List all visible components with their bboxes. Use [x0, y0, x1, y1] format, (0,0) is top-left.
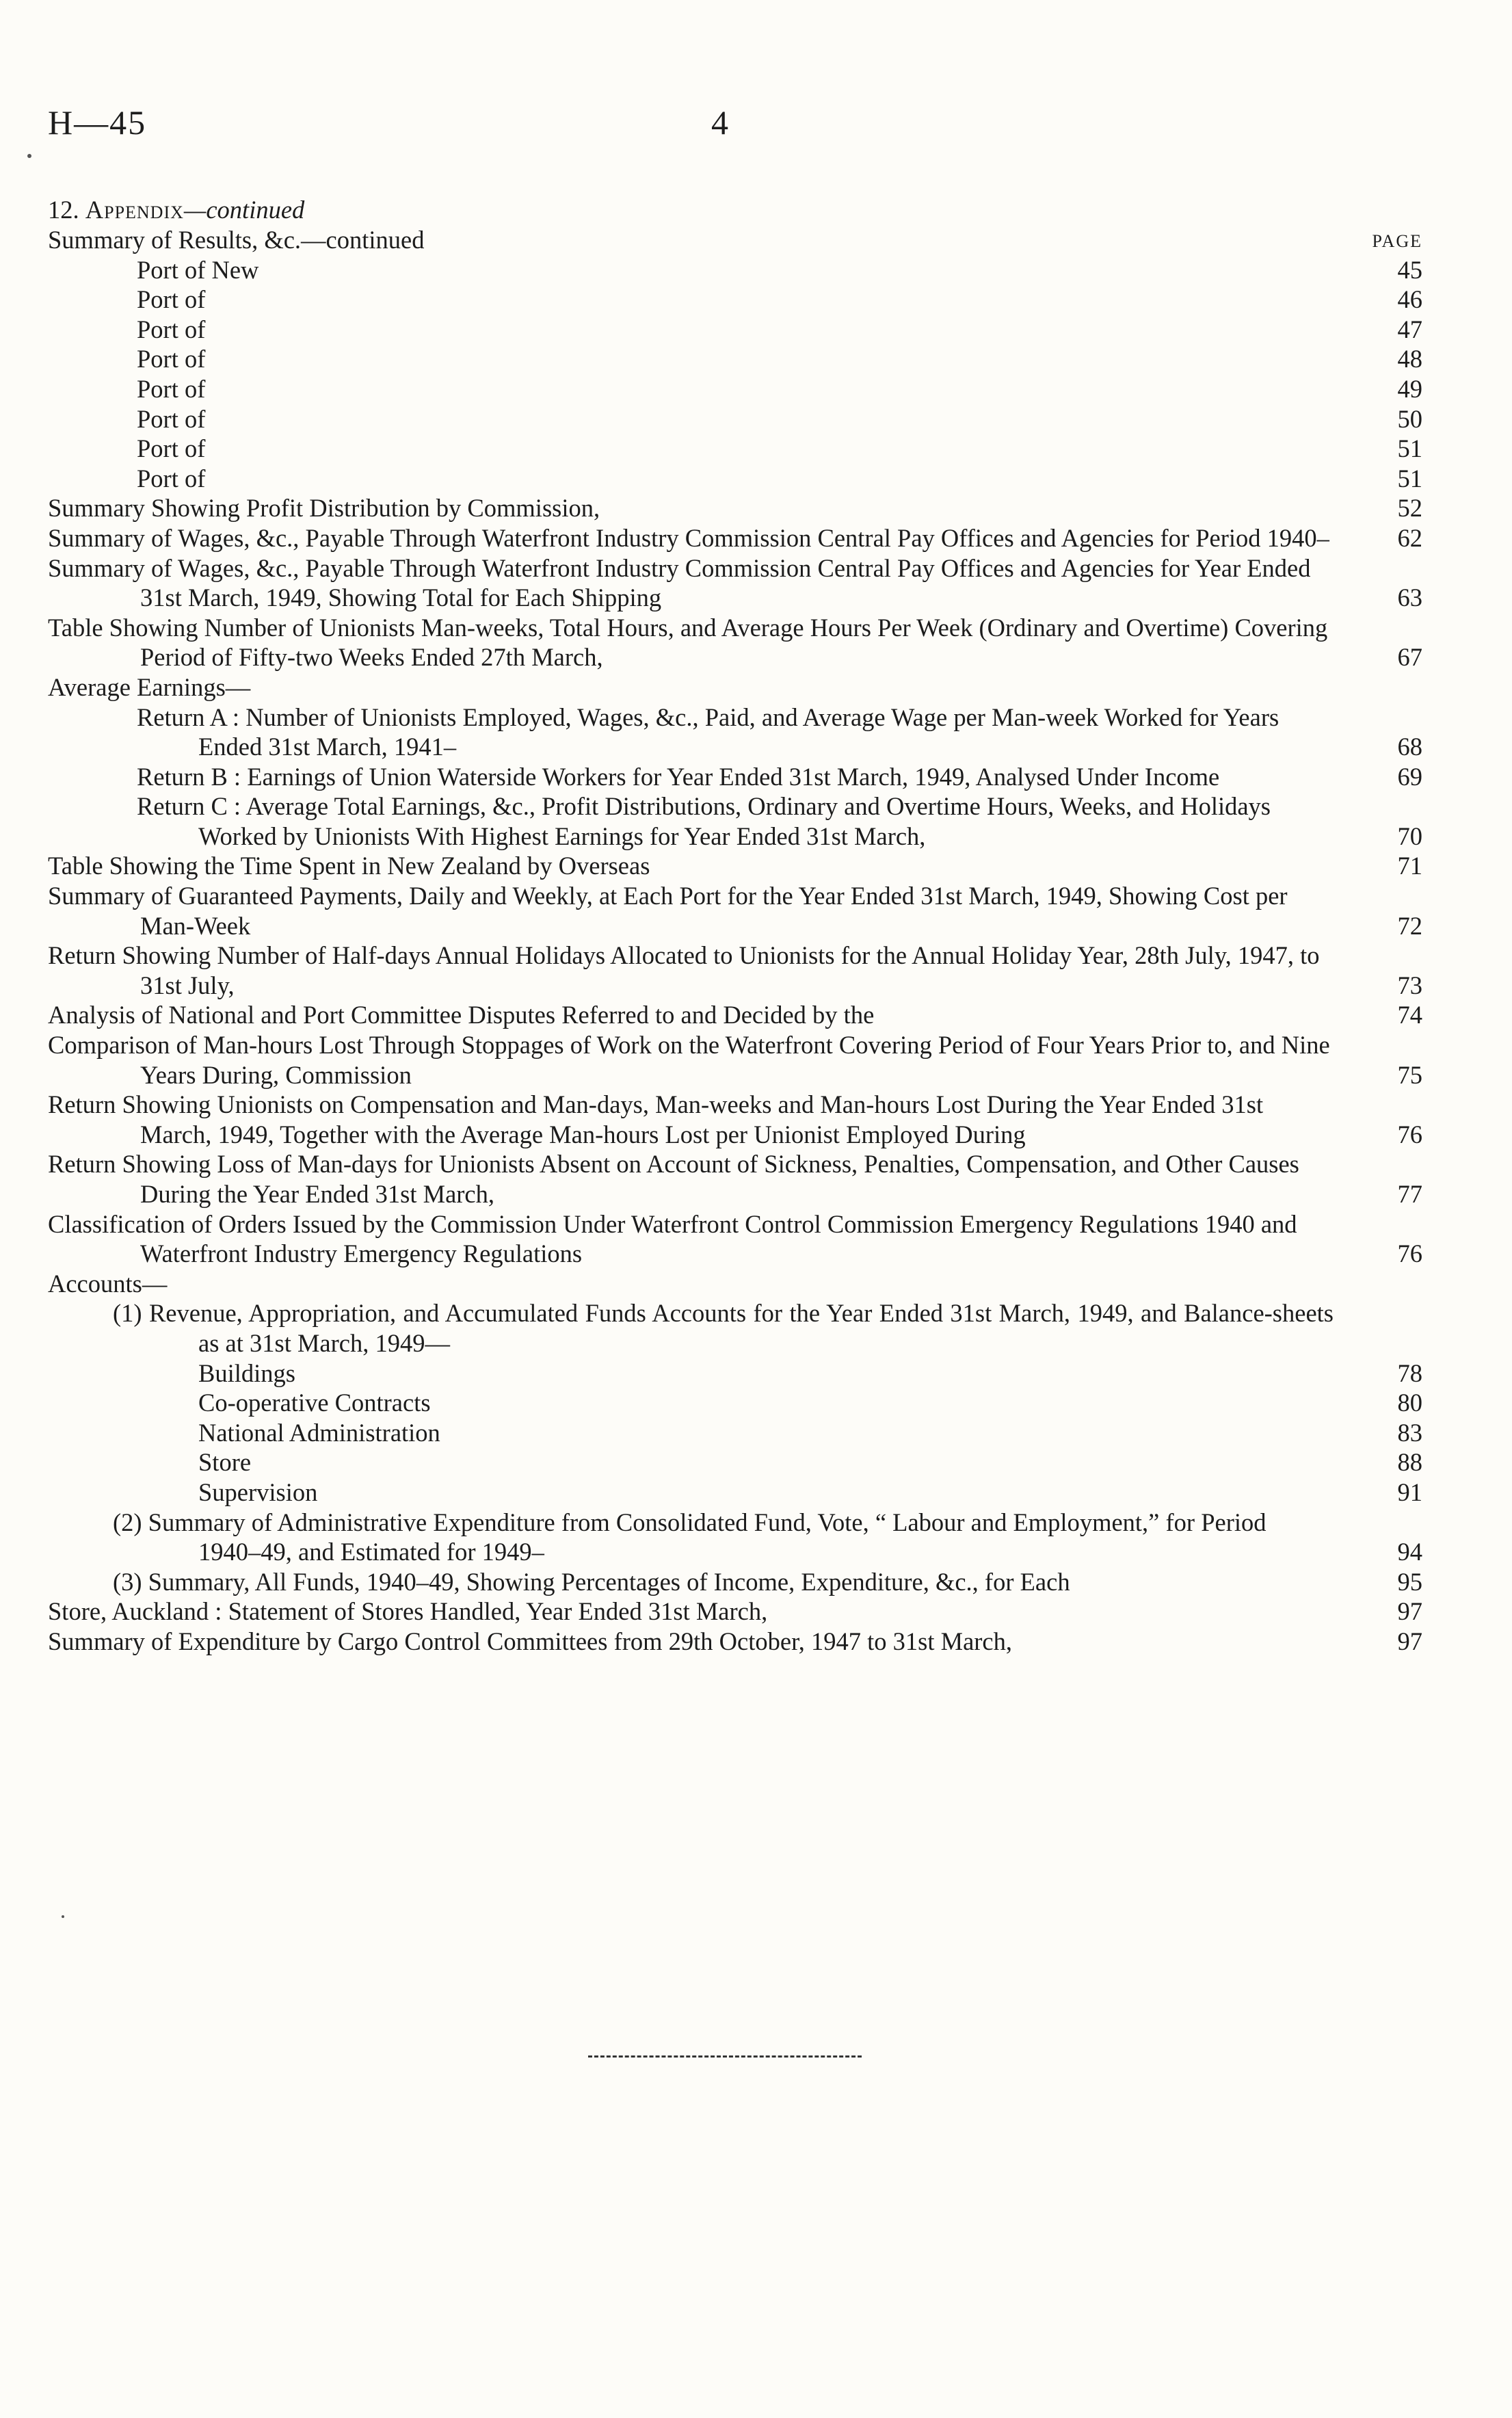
toc-entry: [48, 1298, 1422, 1358]
toc-entry-title: Port of: [137, 464, 206, 492]
toc-entry-title: Analysis of National and Port Committee Disputes Referred to and Decided by the: [48, 1001, 875, 1029]
toc-entry: [48, 1418, 1422, 1448]
section-heading: [48, 195, 304, 225]
toc-entry-title: Port of: [137, 315, 206, 343]
toc-entry-page: 51: [1397, 464, 1422, 492]
toc-entry-page: 77: [1397, 1180, 1422, 1208]
toc-entry: [48, 493, 1422, 523]
toc-entry-page: 67: [1397, 643, 1422, 672]
toc-entry: [48, 285, 1422, 315]
toc-entry-page: 80: [1397, 1389, 1422, 1417]
toc-entry-title: (2) Summary of Administrative Expenditure from Consolidated Fund, Vote, “ Labour and Employment,” for Period 1940–49, and Estimated for 1949–: [113, 1508, 1266, 1566]
toc-entry-title: Comparison of Man-hours Lost Through Stoppages of Work on the Waterfront Covering Period of Four Years Prior to, and Nine Years During, Commission: [48, 1031, 1330, 1089]
toc-entry-title: Summary Showing Profit Distribution by Commission,: [48, 494, 600, 523]
section-continued: —continued: [183, 196, 305, 224]
toc-entry-page: 72: [1397, 911, 1422, 940]
toc-entry-page: 76: [1397, 1239, 1422, 1268]
toc-entry-title: Port of New: [137, 255, 259, 284]
toc-entry: [48, 404, 1422, 434]
toc-entry-title: Port of: [137, 434, 206, 463]
toc-entry: [48, 881, 1422, 941]
toc-entry: [48, 1627, 1422, 1657]
toc-entry-page: 47: [1397, 315, 1422, 343]
toc-entry-title: (1) Revenue, Appropriation, and Accumulated Funds Accounts for the Year Ended 31st March, 1949, and Balance-sheets as at 31st March, 1949—: [113, 1299, 1334, 1357]
toc-entry-title: Summary of Expenditure by Cargo Control Committees from 29th October, 1947 to 31st March,: [48, 1627, 1013, 1655]
toc-entry: [48, 1269, 1422, 1299]
page-column-label: PAGE: [1372, 231, 1422, 251]
toc-entry-title: Buildings: [198, 1358, 295, 1387]
toc-entry-title: Store: [198, 1448, 252, 1477]
toc-entry: [48, 1090, 1422, 1149]
toc-entry-title: Summary of Results, &c.—continued: [48, 226, 425, 254]
toc-entry-title: Return A : Number of Unionists Employed, Wages, &c., Paid, and Average Wage per Man-week Worked for Years Ended 31st March, 1941–: [137, 702, 1279, 761]
toc-entry-page: 46: [1397, 285, 1422, 314]
toc-entry-page: 69: [1397, 762, 1422, 791]
section-title: Appendix: [85, 196, 184, 224]
speck: [62, 1915, 64, 1918]
toc-entry-title: Supervision: [198, 1477, 318, 1506]
toc-entry: [48, 851, 1422, 881]
toc-entry: [48, 941, 1422, 1000]
toc-entry: [48, 1358, 1422, 1389]
toc-entry-page: 51: [1397, 434, 1422, 463]
toc-entry-page: 63: [1397, 583, 1422, 612]
toc-entry-title: Port of: [137, 374, 206, 403]
toc-entry: [48, 344, 1422, 374]
closing-rule: [588, 2055, 862, 2058]
toc-entry-title: Store, Auckland : Statement of Stores Handled, Year Ended 31st March,: [48, 1597, 768, 1626]
toc-entry: [48, 791, 1422, 851]
toc-entry-page: 74: [1397, 1001, 1422, 1029]
toc-entry: [48, 1030, 1422, 1090]
speck: [27, 154, 31, 158]
toc-entry: [48, 523, 1422, 553]
toc-entry: [48, 315, 1422, 345]
toc-entry: [48, 1567, 1422, 1597]
toc-entry-page: 71: [1397, 852, 1422, 880]
toc-entry-title: Summary of Wages, &c., Payable Through Waterfront Industry Commission Central Pay Offices and Agencies for Year Ended 31st March, 1949, Showing Total for Each Shipping: [48, 553, 1311, 612]
toc-entries: [48, 225, 1422, 1657]
page-number: 4: [711, 103, 728, 142]
toc-entry-page: 49: [1397, 374, 1422, 403]
toc-entry-title: Average Earnings—: [48, 672, 251, 701]
toc-entry-title: Summary of Wages, &c., Payable Through Waterfront Industry Commission Central Pay Offices and Agencies for Period 1940–: [48, 523, 1329, 552]
toc-entry-title: Port of: [137, 285, 206, 314]
toc-entry: [48, 374, 1422, 404]
toc-entry-page: 73: [1397, 971, 1422, 999]
toc-entry-page: 88: [1397, 1448, 1422, 1477]
toc-entry: [48, 672, 1422, 702]
toc-entry: [48, 1209, 1422, 1269]
toc-entry-title: Classification of Orders Issued by the Commission Under Waterfront Control Commission Emergency Regulations 1940 and Waterfront Industry Emergency Regulations: [48, 1209, 1297, 1268]
toc-entry-title: National Administration: [198, 1418, 440, 1447]
toc-entry-page: 83: [1397, 1418, 1422, 1447]
toc-entry: [48, 1596, 1422, 1627]
toc-entry-title: Return Showing Loss of Man-days for Unionists Absent on Account of Sickness, Penalties, Compensation, and Other Causes During the Year Ended 31st March,: [48, 1150, 1299, 1208]
toc-entry-page: 95: [1397, 1567, 1422, 1596]
toc-entry-page: 94: [1397, 1538, 1422, 1566]
toc-entry: [48, 225, 1422, 255]
toc-entry-title: Return Showing Number of Half-days Annual Holidays Allocated to Unionists for the Annual Holiday Year, 28th July, 1947, to 31st July,: [48, 941, 1320, 999]
section-number: 12.: [48, 196, 79, 224]
toc-entry-page: 78: [1397, 1358, 1422, 1387]
toc-entry-title: Summary of Guaranteed Payments, Daily and Weekly, at Each Port for the Year Ended 31st March, 1949, Showing Cost per Man-Week: [48, 882, 1288, 940]
toc-entry-page: 50: [1397, 404, 1422, 433]
toc-entry: [48, 1477, 1422, 1508]
toc-entry-title: Port of: [137, 345, 206, 373]
toc-entry: [48, 702, 1422, 762]
toc-entry-page: 48: [1397, 345, 1422, 373]
toc-entry: [48, 613, 1422, 672]
toc-entry-title: Accounts—: [48, 1269, 168, 1298]
toc-entry: [48, 553, 1422, 613]
toc-entry-title: Return Showing Unionists on Compensation and Man-days, Man-weeks and Man-hours Lost During the Year Ended 31st March, 1949, Together with the Average Man-hours Lost per Unionist Employed During: [48, 1090, 1264, 1148]
toc-entry: [48, 434, 1422, 464]
toc-entry-page: 76: [1397, 1120, 1422, 1148]
toc-entry: [48, 464, 1422, 494]
toc-entry: [48, 1000, 1422, 1030]
toc-entry-title: Table Showing Number of Unionists Man-weeks, Total Hours, and Average Hours Per Week (Ordinary and Overtime) Covering Period of Fifty-two Weeks Ended 27th March,: [48, 613, 1328, 672]
toc-entry-title: Table Showing the Time Spent in New Zealand by Overseas: [48, 852, 650, 880]
toc-entry-title: (3) Summary, All Funds, 1940–49, Showing Percentages of Income, Expenditure, &c., for Each: [113, 1567, 1070, 1596]
toc-entry-page: 68: [1397, 733, 1422, 761]
toc-entry: [48, 762, 1422, 792]
toc-entry-page: 70: [1397, 822, 1422, 850]
document-code: H—45: [48, 103, 147, 142]
toc-entry: [48, 1149, 1422, 1209]
page-header: [48, 103, 1464, 157]
toc-entry: [48, 1388, 1422, 1418]
toc-entry-page: 45: [1397, 255, 1422, 284]
toc-entry-page: 75: [1397, 1060, 1422, 1089]
toc-entry-page: 52: [1397, 494, 1422, 523]
toc-entry: [48, 1447, 1422, 1477]
toc-entry-title: Port of: [137, 404, 206, 433]
toc-entry: [48, 255, 1422, 285]
toc-entry: [48, 1508, 1422, 1567]
toc-entry-title: Co-operative Contracts: [198, 1389, 431, 1417]
toc-entry-title: Return B : Earnings of Union Waterside Workers for Year Ended 31st March, 1949, Analysed Under Income: [137, 762, 1220, 791]
toc-entry-page: 97: [1397, 1627, 1422, 1655]
toc-entry-title: Return C : Average Total Earnings, &c., Profit Distributions, Ordinary and Overtime Hours, Weeks, and Holidays Worked by Unionists With Highest Earnings for Year Ended 31st March,: [137, 792, 1271, 850]
toc-entry-page: 91: [1397, 1477, 1422, 1506]
toc-entry-page: 97: [1397, 1597, 1422, 1626]
toc-entry-page: 62: [1397, 523, 1422, 552]
